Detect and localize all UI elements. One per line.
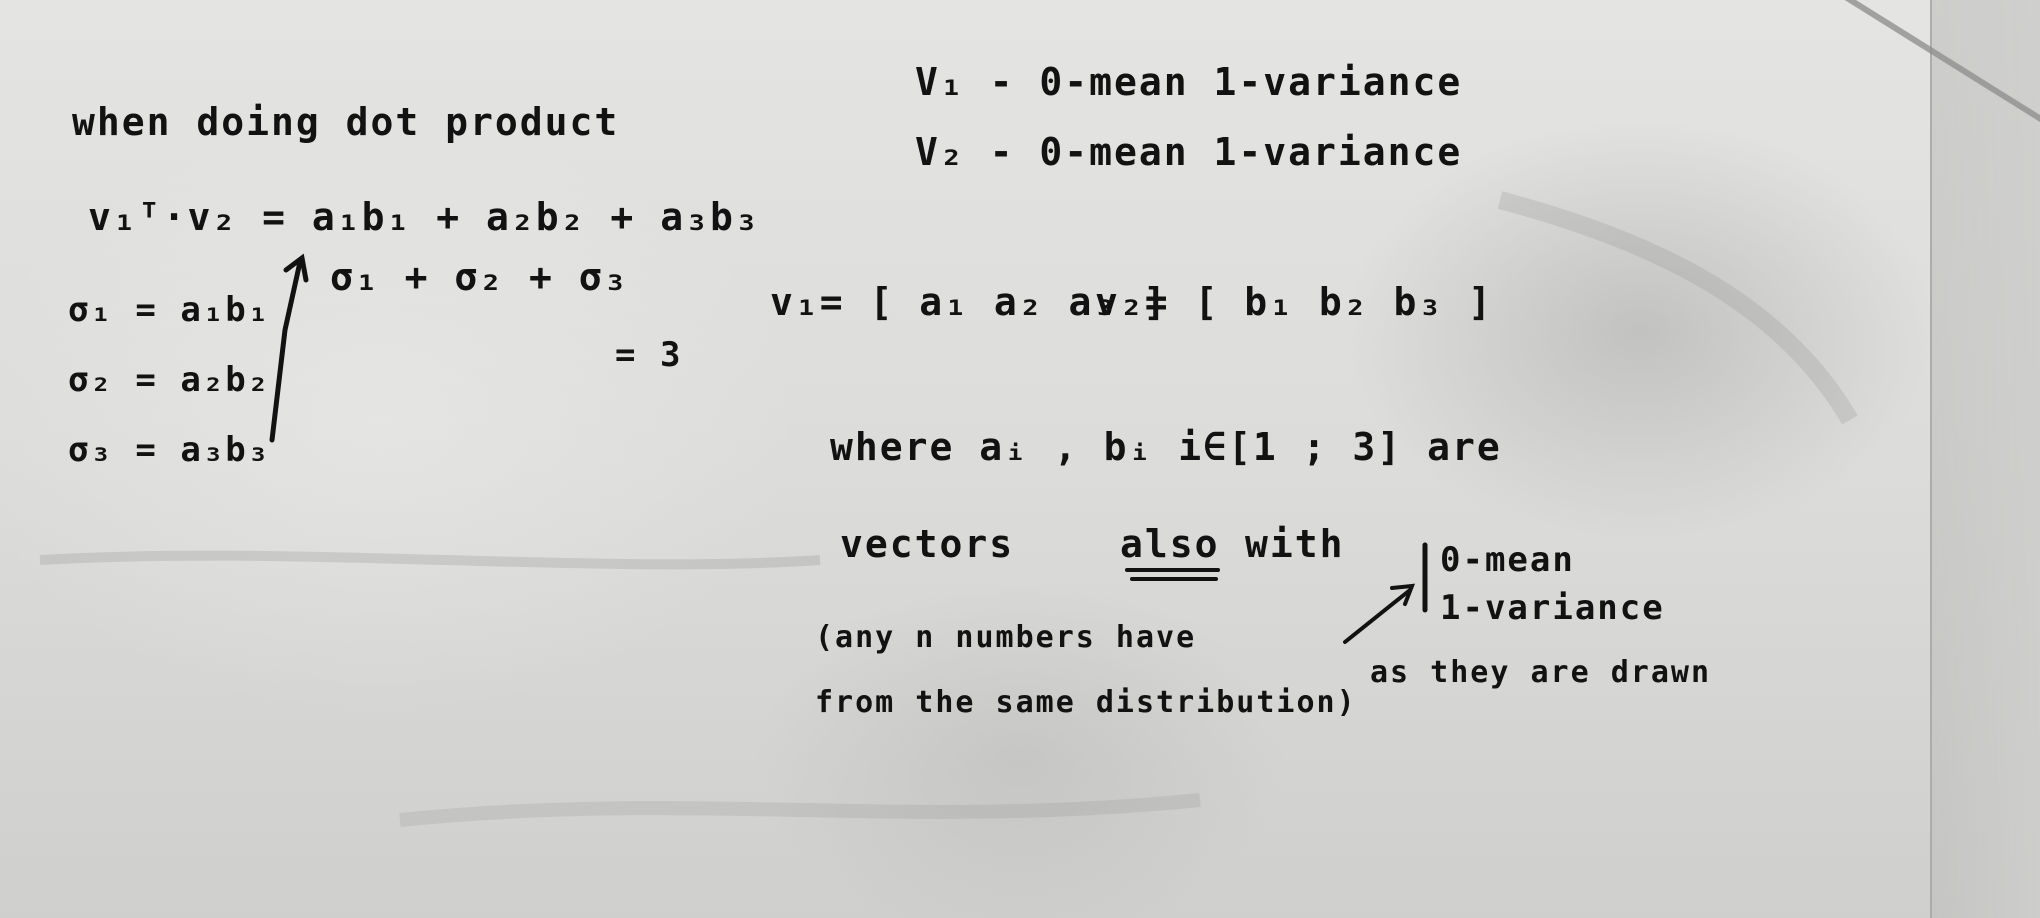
- vectors-word: vectors: [840, 522, 1015, 566]
- dot-product-equation: v₁ᵀ·v₂ = a₁b₁ + a₂b₂ + a₃b₃: [88, 195, 760, 239]
- v2-stats: V₂ - 0-mean 1-variance: [915, 130, 1463, 174]
- sigma-definition-1: σ₁ = a₁b₁: [68, 290, 271, 330]
- heading-text: when doing dot product: [72, 100, 620, 144]
- sigma-definition-3: σ₃ = a₃b₃: [68, 430, 271, 470]
- where-line: where aᵢ , bᵢ i∈[1 ; 3] are: [830, 425, 1502, 469]
- v2-matrix: v₂= [ b₁ b₂ b₃ ]: [1095, 280, 1494, 324]
- with-word: with: [1245, 522, 1345, 566]
- v1-matrix: v₁= [ a₁ a₂ a₃ ]: [770, 280, 1169, 324]
- note-line-1: (any n numbers have: [815, 620, 1197, 655]
- also-word: also: [1120, 522, 1220, 566]
- v1-stats: V₁ - 0-mean 1-variance: [915, 60, 1463, 104]
- sigma-definition-2: σ₂ = a₂b₂: [68, 360, 271, 400]
- one-variance-text: 1-variance: [1440, 588, 1665, 628]
- arrow-up-icon: [272, 262, 300, 440]
- equals-three: = 3: [615, 335, 683, 375]
- note-line-2: from the same distribution): [815, 685, 1357, 720]
- sigma-sum: σ₁ + σ₂ + σ₃: [330, 255, 629, 299]
- arrow-note-icon: [1345, 590, 1410, 642]
- note-line-1b: as they are drawn: [1370, 655, 1712, 690]
- zero-mean-text: 0-mean: [1440, 540, 1575, 580]
